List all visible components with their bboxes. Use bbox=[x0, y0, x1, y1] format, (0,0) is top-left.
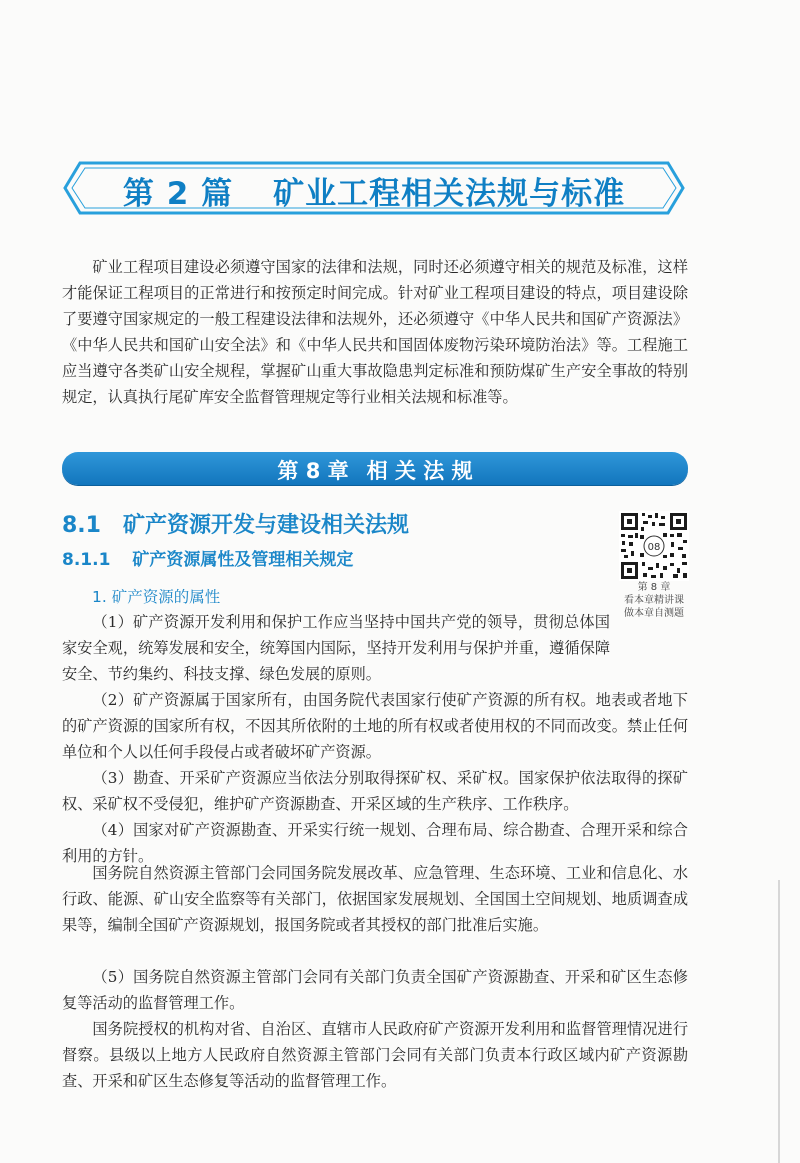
body-paragraph: （3）勘查、开采矿产资源应当依法分别取得探矿权、采矿权。国家保护依法取得的探矿权、采矿权不受侵犯，维护矿产资源勘查、开采区域的生产秩序、工作秩序。 bbox=[62, 769, 688, 813]
qr-caption-line: 做本章自测题 bbox=[624, 608, 684, 619]
subsection-heading bbox=[62, 545, 353, 570]
body-paragraph: （2）矿产资源属于国家所有，由国务院代表国家行使矿产资源的所有权。地表或者地下的矿产资源的国家所有权，不因其所依附的土地的所有权或者使用权的不同而改变。禁止任何单位和个人以任何手段侵占或者破坏矿产资源。 bbox=[62, 691, 688, 761]
part-number: 第 2 篇 bbox=[122, 176, 234, 212]
chapter-title bbox=[62, 455, 688, 485]
subsection-title: 矿产资源属性及管理相关规定 bbox=[132, 550, 354, 570]
section-title: 矿产资源开发与建设相关法规 bbox=[122, 513, 409, 538]
part-name: 矿业工程相关法规与标准 bbox=[273, 176, 626, 212]
body-paragraph: 国务院授权的机构对省、自治区、直辖市人民政府矿产资源开发利用和监督管理情况进行督察。县级以上地方人民政府自然资源主管部门会同有关部门负责本行政区域内矿产资源勘查、开采和矿区生态修复等活动的监督管理工作。 bbox=[62, 1020, 688, 1090]
page-edge-line bbox=[778, 880, 780, 1163]
body-paragraph: （1）矿产资源开发利用和保护工作应当坚持中国共产党的领导，贯彻总体国家安全观，统筹发展和安全，统筹国内国际，坚持开发利用与保护并重，遵循保障安全、节约集约、科技支撑、绿色发展的原则。 bbox=[62, 613, 610, 683]
qr-caption-line: 看本章精讲课 bbox=[624, 595, 684, 606]
chapter-name: 相 关 法 规 bbox=[366, 459, 473, 483]
part-banner bbox=[62, 160, 686, 216]
chapter-bar bbox=[62, 452, 688, 485]
qr-caption bbox=[606, 581, 702, 620]
part-intro-paragraph: 矿业工程项目建设必须遵守国家的法律和法规，同时还必须遵守相关的规范及标准，这样才能保证工程项目的正常进行和按预定时间完成。针对矿业工程项目建设的特点，项目建设除了要遵守国家规定的一般工程建设法律和法规外，还必须遵守《中华人民共和国矿产资源法》《中华人民共和国矿山安全法》和《中华人民共和国固体废物污染环境防治法》等。工程施工应当遵守各类矿山安全规程，掌握矿山重大事故隐患判定标准和预防煤矿生产安全事故的特别规定，认真执行尾矿库安全监督管理规定等行业相关法规和标准等。 bbox=[62, 258, 688, 406]
qr-center-label: 08 bbox=[647, 542, 661, 553]
section-heading bbox=[62, 508, 409, 539]
part-title bbox=[62, 168, 686, 213]
body-paragraph: （4）国家对矿产资源勘查、开采实行统一规划、合理布局、综合勘查、合理开采和综合利用的方针。 bbox=[62, 821, 688, 865]
qr-code-icon[interactable] bbox=[619, 511, 689, 581]
section-number: 8.1 bbox=[62, 513, 101, 538]
body-paragraph: 国务院自然资源主管部门会同国务院发展改革、应急管理、生态环境、工业和信息化、水行政、能源、矿山安全监察等有关部门，依据国家发展规划、全国国土空间规划、地质调查成果等，编制全国矿产资源规划，报国务院或者其授权的部门批准后实施。 bbox=[62, 864, 688, 934]
qr-caption-line: 第 8 章 bbox=[637, 582, 671, 593]
body-paragraph: （5）国务院自然资源主管部门会同有关部门负责全国矿产资源勘查、开采和矿区生态修复等活动的监督管理工作。 bbox=[62, 968, 688, 1012]
chapter-number: 第 8 章 bbox=[277, 459, 349, 483]
subsection-number: 8.1.1 bbox=[62, 550, 111, 570]
heading-level-3: 1. 矿产资源的属性 bbox=[92, 588, 221, 606]
